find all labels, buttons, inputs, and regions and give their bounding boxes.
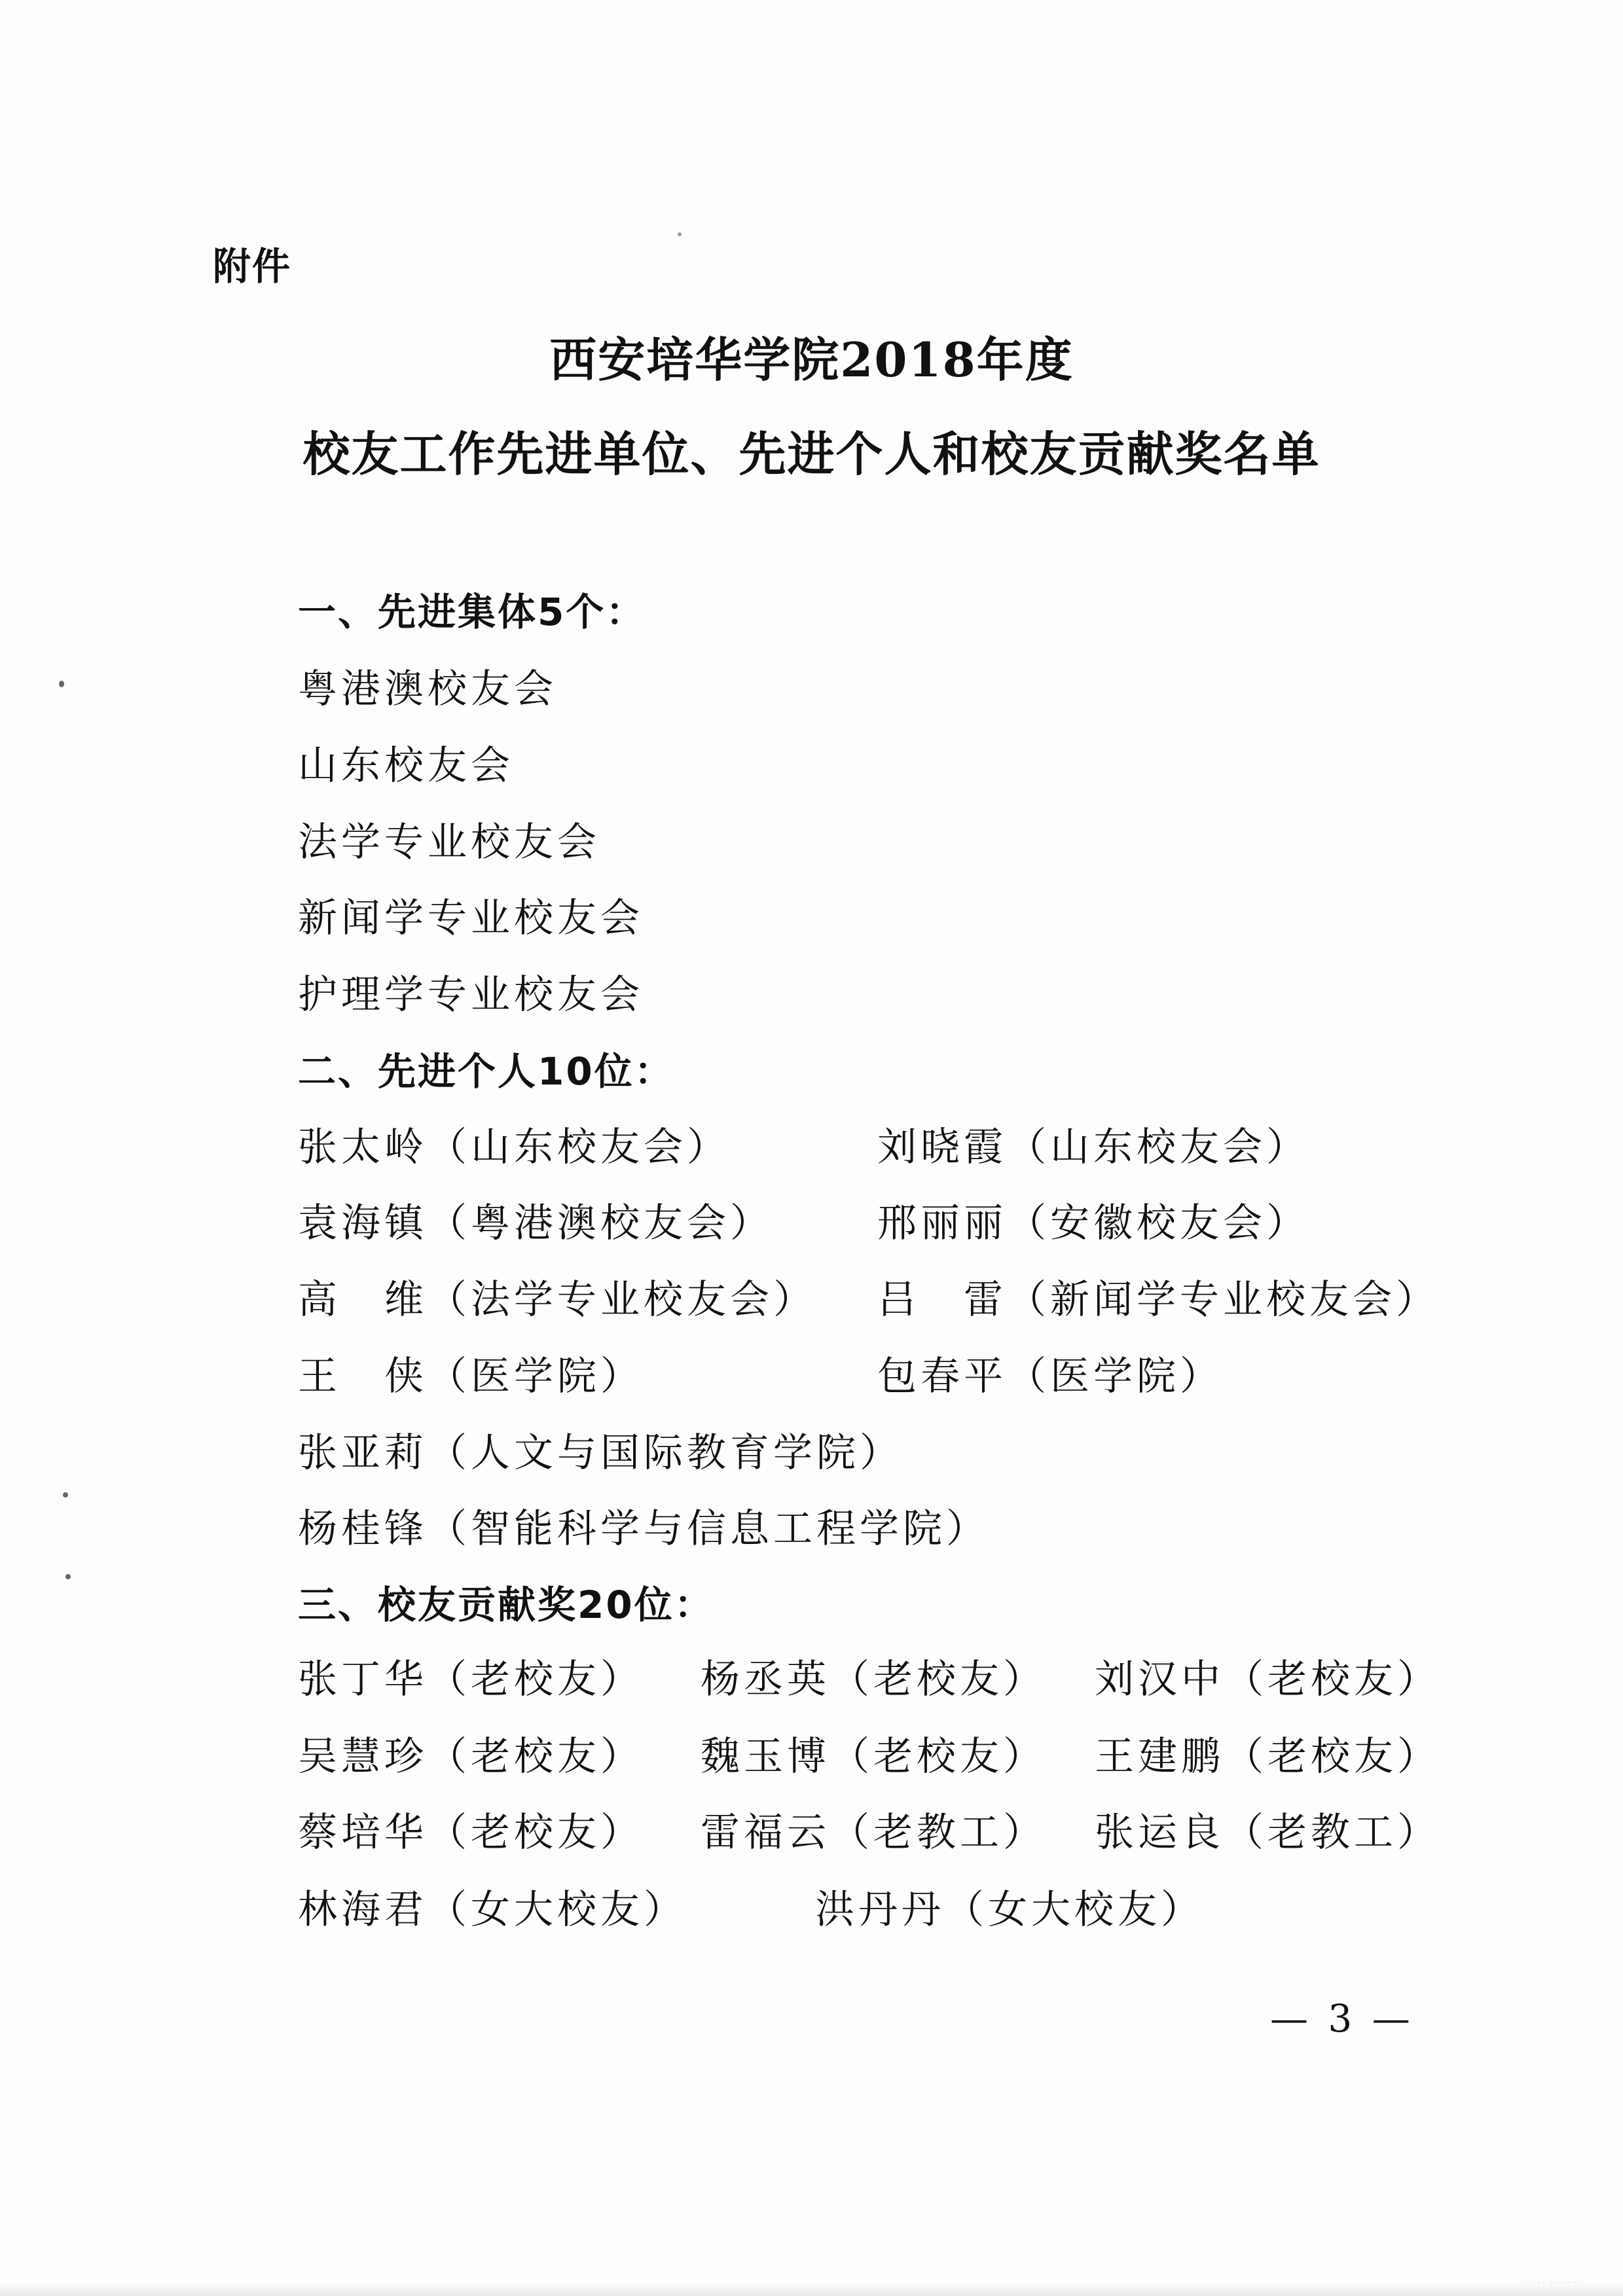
list-item: 张丁华（老校友） — [298, 1657, 644, 1702]
scan-speck — [65, 1574, 71, 1579]
section-heading-advanced-individuals: 二、先进个人10位： — [298, 1049, 674, 1094]
list-item: 张太岭（山东校友会） — [298, 1124, 730, 1170]
list-item: 刘汉中（老校友） — [1095, 1657, 1440, 1702]
list-item: 新闻学专业校友会 — [298, 895, 644, 941]
section-heading-alumni-contribution-award: 三、校友贡献奖20位： — [298, 1583, 714, 1627]
list-item: 张运良（老教工） — [1095, 1810, 1440, 1856]
list-item: 魏玉博（老校友） — [701, 1734, 1046, 1780]
list-item: 张亚莉（人文与国际教育学院） — [298, 1430, 903, 1476]
list-item: 法学专业校友会 — [298, 819, 600, 865]
list-item: 吴慧珍（老校友） — [298, 1734, 644, 1780]
list-item: 护理学专业校友会 — [298, 972, 644, 1018]
scan-edge — [0, 2283, 1623, 2296]
list-item: 吕 雷（新闻学专业校友会） — [877, 1277, 1439, 1323]
list-item: 邢丽丽（安徽校友会） — [877, 1200, 1309, 1246]
list-item: 王建鹏（老校友） — [1095, 1734, 1440, 1780]
document-title-line-2: 校友工作先进单位、先进个人和校友贡献奖名单 — [302, 426, 1321, 482]
scan-speck — [63, 1492, 68, 1498]
list-item: 高 维（法学专业校友会） — [298, 1277, 816, 1323]
attachment-label: 附件 — [213, 244, 292, 289]
list-item: 雷福云（老教工） — [701, 1810, 1046, 1856]
list-item: 林海君（女大校友） — [298, 1887, 687, 1933]
list-item: 袁海镇（粤港澳校友会） — [298, 1200, 773, 1246]
scan-speck — [59, 681, 64, 687]
list-item: 包春平（医学院） — [877, 1354, 1223, 1399]
page-number: — 3 — — [1270, 1996, 1414, 2041]
list-item: 杨桂锋（智能科学与信息工程学院） — [298, 1506, 989, 1552]
list-item: 王 侠（医学院） — [298, 1354, 644, 1399]
scan-speck — [678, 232, 682, 236]
list-item: 洪丹丹（女大校友） — [815, 1887, 1204, 1933]
list-item: 刘晓霞（山东校友会） — [877, 1124, 1309, 1170]
list-item: 蔡培华（老校友） — [298, 1810, 644, 1856]
section-heading-advanced-collectives: 一、先进集体5个： — [298, 590, 646, 634]
list-item: 山东校友会 — [298, 743, 514, 789]
list-item: 杨丞英（老校友） — [701, 1657, 1046, 1702]
document-title-line-1: 西安培华学院2018年度 — [549, 332, 1074, 387]
list-item: 粤港澳校友会 — [298, 666, 557, 712]
